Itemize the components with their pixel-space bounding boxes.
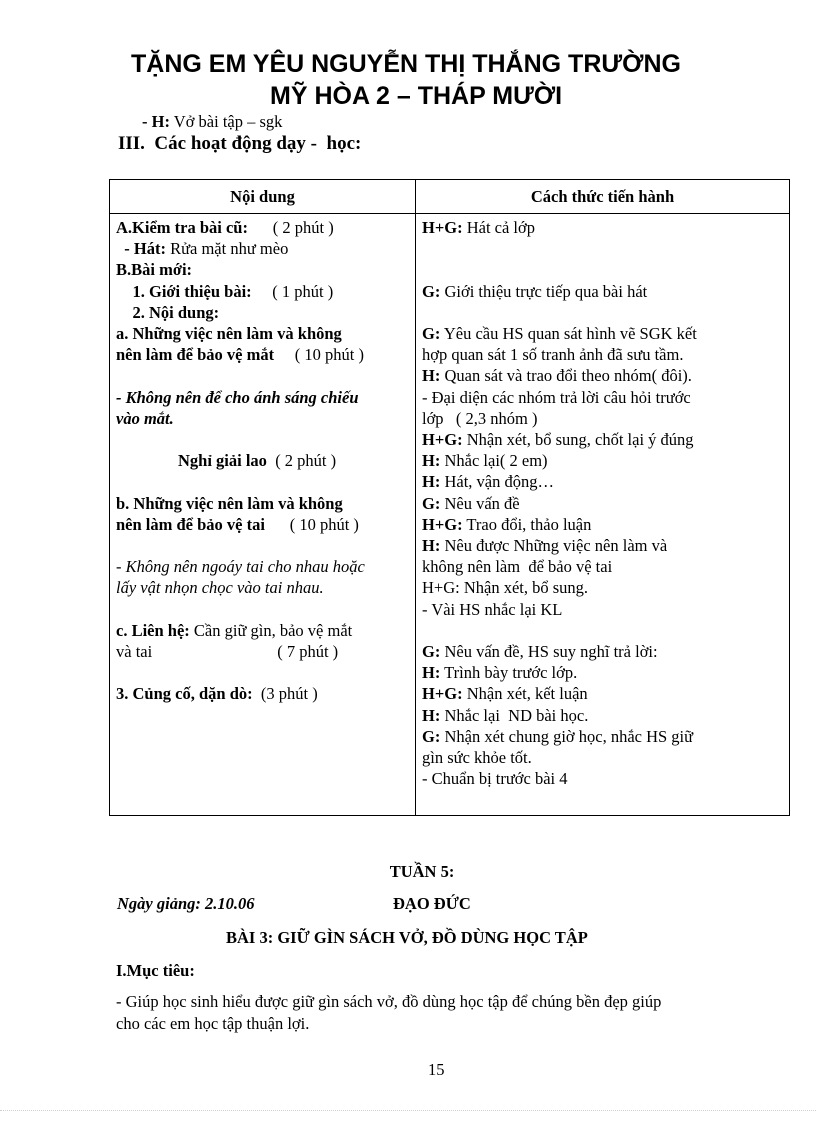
right-r10a: H: bbox=[422, 472, 441, 492]
right-r20b: Nhắc lại ND bài học. bbox=[440, 705, 589, 725]
right-r8b: Nhận xét, bổ sung, chốt lại ý đúng bbox=[462, 429, 694, 449]
right-r1a: H+G: bbox=[422, 218, 463, 237]
objectives-heading: I.Mục tiêu: bbox=[116, 961, 195, 980]
right-r9a: H: bbox=[422, 451, 441, 471]
right-r16: - Vài HS nhắc lại KL bbox=[422, 599, 563, 619]
left-l4a: 1. Giới thiệu bài: bbox=[116, 281, 252, 301]
right-r1b: Hát cả lớp bbox=[462, 218, 535, 237]
left-l17a: 3. Củng cố, dặn dò: bbox=[116, 684, 253, 704]
materials-line bbox=[142, 111, 282, 132]
right-r19a: H+G: bbox=[422, 684, 463, 704]
right-r10b: Hát, vận động… bbox=[440, 472, 554, 492]
left-l12a: nên làm để bảo vệ tai bbox=[116, 514, 265, 534]
lesson-date: Ngày giảng: 2.10.06 bbox=[117, 894, 255, 913]
table-body-row bbox=[110, 214, 790, 816]
right-r3b: Yêu cầu HS quan sát hình vẽ SGK kết bbox=[440, 323, 697, 343]
page-number: 15 bbox=[428, 1060, 445, 1079]
right-r13a: H: bbox=[422, 536, 441, 555]
left-l16b: ( 7 phút ) bbox=[277, 641, 339, 661]
right-r22: gìn sức khỏe tốt. bbox=[422, 748, 532, 768]
left-l7b: ( 10 phút ) bbox=[274, 345, 364, 365]
right-r20a: H: bbox=[422, 705, 441, 725]
right-r2a: G: bbox=[422, 281, 441, 301]
right-r5b: Quan sát và trao đổi theo nhóm( đôi). bbox=[440, 366, 692, 386]
right-r15: H+G: Nhận xét, bổ sung. bbox=[422, 578, 589, 598]
right-r2b: Giới thiệu trực tiếp qua bài hát bbox=[440, 281, 648, 301]
right-r6: - Đại diện các nhóm trả lời câu hỏi trước bbox=[422, 387, 691, 407]
right-r18b: Trình bày trước lớp. bbox=[440, 663, 578, 683]
objectives-line-2: cho các em học tập thuận lợi. bbox=[116, 1014, 310, 1033]
right-r19b: Nhận xét, kết luận bbox=[462, 684, 588, 704]
materials-label: - H: bbox=[142, 112, 170, 131]
left-l2b: Rửa mặt như mèo bbox=[165, 239, 289, 259]
method-cell bbox=[416, 214, 790, 816]
right-r7: lớp ( 2,3 nhóm ) bbox=[422, 408, 538, 428]
right-r14: không nên làm để bảo vệ tai bbox=[422, 557, 613, 577]
right-r13b: Nêu được Những việc nên làm và bbox=[440, 536, 668, 555]
left-l8: - Không nên để cho ánh sáng chiếu bbox=[116, 387, 359, 407]
right-r18a: H: bbox=[422, 663, 441, 683]
lesson-plan-table bbox=[109, 179, 790, 816]
left-l13: - Không nên ngoáy tai cho nhau hoặc bbox=[116, 557, 365, 577]
right-r11a: G: bbox=[422, 493, 441, 513]
left-l17b: (3 phút ) bbox=[252, 684, 318, 704]
table-header-row bbox=[110, 180, 790, 214]
left-l15b: Cần giữ gìn, bảo vệ mắt bbox=[189, 620, 353, 640]
week-heading: TUẦN 5: bbox=[389, 862, 455, 881]
right-r23: - Chuẩn bị trước bài 4 bbox=[422, 769, 568, 789]
right-r9b: Nhắc lại( 2 em) bbox=[440, 451, 548, 471]
lesson-title: BÀI 3: GIỮ GÌN SÁCH VỞ, ĐỒ DÙNG HỌC TẬP bbox=[226, 928, 588, 947]
right-r11b: Nêu vấn đề bbox=[440, 493, 520, 513]
left-l9: vào mắt. bbox=[116, 408, 174, 428]
right-r3a: G: bbox=[422, 323, 441, 343]
left-l5: 2. Nội dung: bbox=[116, 302, 220, 322]
left-l1a: A.Kiểm tra bài cũ: bbox=[116, 218, 248, 237]
right-r17a: G: bbox=[422, 642, 441, 661]
left-l12b: ( 10 phút ) bbox=[264, 514, 359, 534]
right-r12a: H+G: bbox=[422, 514, 463, 534]
right-r8a: H+G: bbox=[422, 429, 463, 449]
left-l16a: và tai bbox=[116, 641, 153, 661]
objectives-line-1: - Giúp học sinh hiểu được giữ gìn sách vở, đồ dùng học tập để chúng bền đẹp giúp bbox=[116, 992, 662, 1011]
page-bottom-divider bbox=[0, 1110, 816, 1111]
right-r5a: H: bbox=[422, 366, 441, 386]
left-l10a: Nghỉ giải lao bbox=[178, 451, 267, 471]
subject-title: ĐẠO ĐỨC bbox=[393, 894, 471, 913]
right-r21b: Nhận xét chung giờ học, nhắc HS giữ bbox=[440, 726, 694, 746]
left-l14: lấy vật nhọn chọc vào tai nhau. bbox=[116, 578, 324, 598]
left-l3: B.Bài mới: bbox=[116, 260, 193, 280]
col-header-content: Nội dung bbox=[110, 180, 416, 214]
left-l7a: nên làm để bảo vệ mắt bbox=[116, 345, 275, 365]
materials-text: Vở bài tập – sgk bbox=[169, 112, 283, 131]
left-l4b: ( 1 phút ) bbox=[251, 281, 334, 301]
left-l10b: ( 2 phút ) bbox=[266, 451, 337, 471]
left-l6: a. Những việc nên làm và không bbox=[116, 324, 342, 344]
left-l1b: ( 2 phút ) bbox=[247, 218, 334, 237]
left-l11: b. Những việc nên làm và không bbox=[116, 493, 343, 513]
section-heading: III. Các hoạt động dạy - học: bbox=[118, 133, 362, 154]
header-line-1: TẶNG EM YÊU NGUYỄN THỊ THẮNG TRƯỜNG bbox=[131, 50, 681, 78]
right-r12b: Trao đổi, thảo luận bbox=[462, 514, 592, 534]
right-r21a: G: bbox=[422, 726, 441, 746]
header-line-2: MỸ HÒA 2 – THÁP MƯỜI bbox=[270, 82, 563, 110]
right-r4: hợp quan sát 1 số tranh ảnh đã sưu tầm. bbox=[422, 345, 684, 365]
left-l2a: - Hát: bbox=[116, 239, 166, 259]
content-cell bbox=[110, 214, 416, 816]
left-l15a: c. Liên hệ: bbox=[116, 620, 190, 640]
col-header-method: Cách thức tiến hành bbox=[416, 180, 790, 214]
right-r17b: Nêu vấn đề, HS suy nghĩ trả lời: bbox=[440, 642, 658, 661]
